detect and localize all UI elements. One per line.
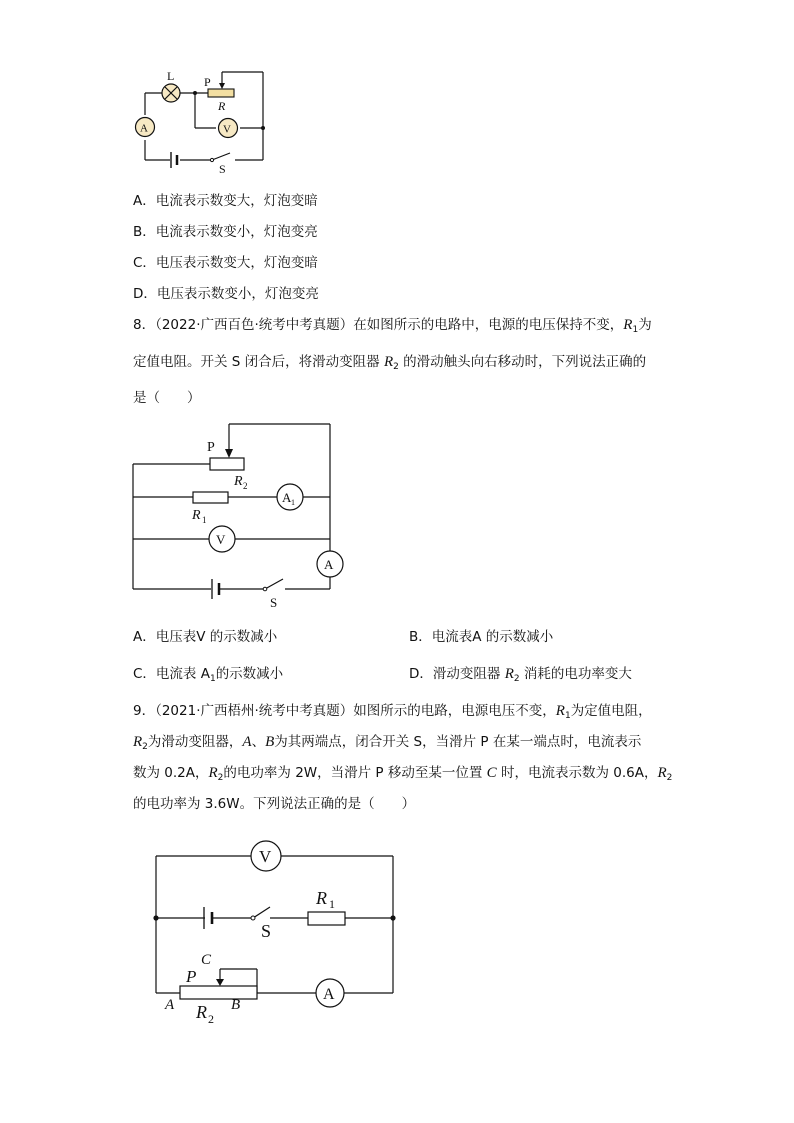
q9-label-s: S [261, 921, 272, 941]
q8-ammeter1-label: A [282, 490, 292, 505]
q7-option-b: B．电流表示数变小，灯泡变亮 [133, 224, 318, 240]
q8-option-d [409, 665, 632, 688]
q9-label-r1: R [316, 888, 327, 908]
q9-label-r1-sub: 1 [329, 897, 335, 911]
q9-r2-symbol: R [133, 734, 143, 750]
q7-option-c: C．电压表示数变大，灯泡变暗 [133, 255, 318, 271]
q9-stem-line1 [133, 702, 652, 725]
q9-r2-sub: 2 [666, 773, 673, 783]
q7-option-a: A．电流表示数变大，灯泡变暗 [133, 193, 318, 209]
q9-label-p: P [186, 967, 197, 986]
q9-stem-text: 时，电流表示数为 0.6A， [496, 765, 658, 781]
q9-r1-symbol: R [555, 703, 565, 719]
q8-option-c-text: C．电流表 A [133, 666, 210, 682]
q8-circuit-diagram [125, 415, 355, 615]
q7-option-d: D．电压表示数变小，灯泡变亮 [133, 286, 319, 302]
q8-ammeter-label: A [324, 557, 334, 572]
q7-circuit-diagram [120, 60, 280, 180]
q8-voltmeter-label: V [216, 532, 226, 547]
q7-label-s: S [219, 162, 226, 176]
q8-r2-sub: 2 [393, 362, 399, 372]
q8-stem-line1 [133, 316, 652, 339]
q9-label-b-end: B [231, 997, 241, 1013]
q8-r2-symbol: R [383, 354, 394, 370]
q8-stem-text: 为 [638, 317, 652, 333]
q8-option-c-sub: 1 [209, 674, 216, 684]
q8-stem-line3: 是（ ） [133, 390, 201, 406]
q8-option-d-symbol: R [504, 666, 514, 682]
q8-option-c-text: 的示数减小 [215, 666, 284, 682]
q8-label-p: P [207, 440, 215, 455]
q8-option-a: A．电压表V 的示数减小 [133, 629, 278, 645]
q8-option-d-sub: 2 [513, 674, 520, 684]
q7-label-l: L [167, 69, 175, 83]
q8-option-d-text: D．滑动变阻器 [409, 666, 505, 682]
q9-stem-text: 数为 0.2A， [133, 765, 209, 781]
q9-r1-sub: 1 [564, 711, 571, 721]
q9-circuit-diagram [145, 835, 410, 1035]
q9-stem-line3 [133, 764, 672, 787]
q7-voltmeter-label: V [223, 123, 231, 136]
q8-r1-sub: 1 [632, 325, 639, 335]
q9-r2-sub: 2 [217, 773, 224, 783]
q9-label-r2: R [196, 1002, 207, 1022]
q9-stem-text: 为定值电阻， [570, 703, 652, 719]
q8-label-r2: R [234, 474, 243, 489]
q9-r2-sub: 2 [142, 742, 148, 752]
q9-c-symbol: C [486, 765, 497, 781]
q9-stem-text: 、 [251, 734, 266, 750]
q8-r1-symbol: R [623, 317, 633, 333]
q8-option-c [133, 665, 283, 688]
q9-label-c: C [201, 952, 212, 968]
q9-r2-symbol: R [208, 765, 218, 781]
q8-stem-text: 定值电阻。开关 S 闭合后，将滑动变阻器 [133, 354, 384, 370]
q8-option-d-text: 消耗的电功率变大 [519, 666, 632, 682]
q7-ammeter-label: A [140, 122, 148, 135]
q8-stem-line2 [133, 353, 646, 376]
q8-stem-text: 的滑动触头向右移动时，下列说法正确的 [398, 354, 647, 370]
q9-ammeter-label: A [323, 986, 335, 1003]
q9-label-a-end: A [165, 997, 175, 1013]
q9-label-r2-sub: 2 [208, 1012, 214, 1026]
q9-stem-line4: 的电功率为 3.6W。下列说法正确的是（ ） [133, 796, 416, 812]
q9-stem-text: 为其两端点，闭合开关 S，当滑片 P 在某一端点时，电流表示 [274, 734, 642, 750]
q9-stem-line2 [133, 733, 641, 756]
q8-label-r2-sub: 2 [243, 481, 248, 491]
q8-label-r1: R [192, 508, 201, 523]
q8-label-r1-sub: 1 [202, 515, 207, 525]
q7-label-r: R [218, 99, 226, 113]
q8-ammeter1-sub: 1 [291, 498, 295, 507]
q8-label-s: S [270, 595, 278, 610]
q8-stem-text: 8．（2022·广西百色·统考中考真题）在如图所示的电路中，电源的电压保持不变， [133, 317, 624, 333]
q8-option-b: B．电流表A 的示数减小 [409, 629, 554, 645]
q9-stem-text: 的电功率为 2W，当滑片 P 移动至某一位置 [223, 765, 487, 781]
q7-label-p: P [204, 75, 211, 89]
q9-voltmeter-label: V [259, 847, 272, 866]
q9-a-symbol: A [242, 734, 252, 750]
q9-stem-text: 为滑动变阻器， [147, 734, 243, 750]
q9-r2-symbol: R [657, 765, 667, 781]
q9-stem-text: 9．（2021·广西梧州·统考中考真题）如图所示的电路，电源电压不变， [133, 703, 556, 719]
q9-b-symbol: B [265, 734, 275, 750]
